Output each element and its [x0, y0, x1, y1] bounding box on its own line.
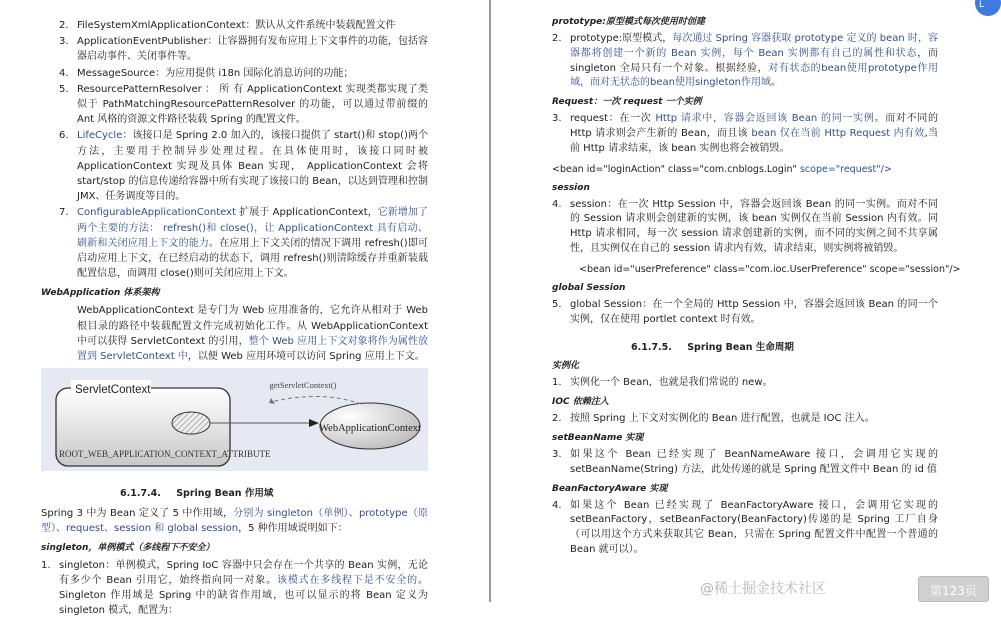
item-text — [570, 299, 938, 325]
text-segment: MessageSource：为应用提供 i18n 国际化消息访问的功能； — [77, 67, 354, 79]
item-number: 5. — [59, 83, 69, 95]
item-number: 1. — [552, 377, 562, 389]
item-number: 2. — [552, 413, 562, 425]
item-number: 3. — [552, 113, 562, 125]
item-text — [77, 84, 428, 125]
text-segment: 扩展于 ApplicationContext， — [236, 207, 378, 219]
item-number: 4. — [59, 67, 69, 79]
text-segment: ,当前 Http 请求结束，该 bean 实例也将会被销毁。 — [570, 127, 938, 154]
item-text — [77, 36, 428, 62]
highlighted-text: scope="request"/> — [799, 163, 892, 175]
section-heading: singleton，单例模式（多线程下不安全） — [41, 542, 215, 553]
paragraph — [77, 303, 428, 364]
left-page — [0, 0, 489, 617]
section-heading: Request：一次 request 一个实例 — [552, 97, 702, 108]
list-item — [59, 205, 428, 281]
section-title: Spring Bean 生命周期 — [687, 342, 794, 354]
list-item — [59, 82, 428, 128]
text-segment: 如果这个 Bean 已经实现了 BeanFactoryAware 接口，会调用它实现的 setBeanFactory，setBeanFactory(BeanFactory)传递的是 Spring 工厂自身（可以用这个方式来获取其它 Bean，只需在 Spring 配置文件中配置一个普通的 Bean 就可以）。 — [570, 499, 938, 555]
text-segment: 实例化一个 Bean，也就是我们常说的 new。 — [570, 377, 773, 389]
text-segment: 。在应用上下文关闭的情况下调用 refresh()即可启动应用上下文，在已经启动的状态下，调用 refresh()则清除缓存并重新装载配置信息，而调用 close()则可关闭应用上下文。 — [77, 237, 429, 280]
section-heading: BeanFactoryAware 实现 — [552, 483, 668, 494]
highlighted-text: 对有状态的bean使用prototype作用域，而对无状态的bean使用singleton作用域 — [570, 62, 939, 89]
item-text — [59, 560, 428, 617]
item-text — [77, 305, 428, 362]
item-text — [570, 500, 938, 555]
section-number: 6.1.7.4. — [120, 488, 161, 500]
list-item — [552, 198, 938, 257]
list-item — [552, 499, 938, 558]
item-text — [570, 113, 938, 154]
list-item — [552, 32, 938, 91]
servlet-context-diagram — [41, 368, 428, 471]
text-segment: prototype:原型模式， — [570, 33, 673, 44]
text-segment: ，5 种作用域说明如下： — [238, 523, 348, 535]
item-number: 4. — [552, 198, 562, 210]
text-segment: ApplicationEventPublisher：让容器拥有发布应用上下文事件的功能，包括容器启动事件、关闭事件等。 — [77, 36, 428, 63]
item-text — [41, 508, 428, 534]
text-segment: 。而对不同的 Http 请求则会产生新的 Bean，而且该 — [570, 113, 938, 139]
text-segment: 按照 Spring 上下文对实例化的 Bean 进行配置，也就是 IOC 注入。 — [570, 413, 875, 425]
highlighted-text: LifeCycle — [77, 130, 123, 142]
text-segment: singleton：单例模式，Spring IoC 容器中只会存在一个共享的 Bean 实例，无论有多少个 Bean 引用它，始终指向同一对象。 — [59, 559, 428, 586]
text-segment: Spring 3 中为 Bean 定义了 5 中作用域， — [41, 508, 234, 520]
dashed-arrow — [271, 397, 361, 405]
section-heading: prototype:原型模式每次使用时创建 — [552, 17, 705, 27]
user-avatar[interactable]: L — [975, 0, 1001, 16]
section-heading: setBeanName 实现 — [552, 432, 644, 443]
highlighted-text: 整个 Web 应用上下文对象将作为属性放置到 ServletContext 中 — [77, 335, 428, 363]
item-number: 2. — [59, 20, 69, 31]
text-segment: 如果这个 Bean 已经实现了 BeanNameAware 接口，会调用它实现的 setBeanName(String) 方法，此处传递的就是 Spring 配置文件中 Bean 的 id 值 — [570, 448, 938, 475]
item-number: 3. — [552, 448, 562, 460]
highlighted-text: 每次通过 Spring 容器获取 prototype 定义的 bean 时，容器都将创建一个新的 Bean 实例，每个 Bean 实例都有自己的属性和状态 — [570, 33, 938, 59]
section-heading: WebApplication 体系架构 — [41, 288, 160, 299]
page-divider — [489, 0, 491, 602]
item-text — [570, 199, 938, 254]
paragraph — [41, 506, 428, 536]
section-heading: 实例化 — [552, 361, 580, 372]
list-item — [59, 34, 428, 64]
item-number: 4. — [552, 499, 562, 511]
text-segment: <bean id="loginAction" class="com.cnblogs.Login" — [552, 163, 800, 175]
right-page — [492, 0, 989, 602]
item-number: 7. — [59, 207, 69, 219]
method-label: getServletContext() — [269, 380, 337, 391]
list-item — [552, 112, 938, 156]
highlighted-text: 它新增加了两个主要的方法： refresh()和 close()，让 ApplicationContext 具有启动、刷新和关闭应用上下文的能力 — [77, 207, 429, 249]
item-text — [570, 33, 938, 88]
list-item — [41, 558, 428, 618]
item-text — [552, 164, 892, 175]
item-number: 6. — [59, 130, 69, 142]
list-item — [552, 412, 938, 427]
item-text — [77, 207, 428, 279]
item-number: 3. — [59, 36, 69, 48]
item-number: 2. — [552, 33, 562, 44]
text-segment: ，以便 Web 应用环境可以访问 Spring 应用上下文。 — [187, 351, 425, 363]
item-number: 1. — [41, 559, 51, 571]
item-text — [77, 20, 395, 31]
text-segment: session：在一次 Http Session 中，容器会返回该 Bean 的同一实例。而对不同的 Session 请求则会创建新的实例，该 bean 实例仅在当前 Session 内有效。同 Http 请求相同，每一次 session 请求创建新的实例，而不同的实例之间不共享属性，且实例仅在自己的 session 请求内有效，请求结束，则实例将被销毁。 — [570, 198, 938, 254]
text-segment: FileSystemXmlApplicationContext：默认从文件系统中装载配置文件 — [77, 20, 396, 31]
item-text — [77, 130, 428, 202]
text-segment: 。 — [770, 77, 781, 89]
text-segment: ，而 singleton 全局只有一个对象。根据经验， — [570, 47, 939, 74]
code-snippet: <bean id="userPreference" class="com.ioc.UserPreference" scope="session"/> — [579, 263, 961, 275]
highlighted-text: Http 请求中，容器会返回该 Bean 的同一实例 — [655, 113, 875, 125]
item-text — [77, 68, 353, 79]
section-heading: IOC 依赖注入 — [552, 397, 609, 408]
text-segment: ResourcePatternResolver ： 所 有 ApplicationContext 实现类都实现了类似于 PathMatchingResourcePatternResolver 的功能，可以通过带前缀的 Ant 风格的资源文件路径装载 Spring 的配置文件。 — [77, 83, 428, 126]
section-number: 6.1.7.5. — [631, 342, 672, 354]
attribute-ellipse — [172, 412, 210, 434]
text-segment: global Session：在一个全局的 Http Session 中，容器会返回该 Bean 的同一个实例，仅在使用 portlet context 时有效。 — [570, 298, 938, 325]
text-segment: 。Singleton 作用域是 Spring 中的缺省作用域，也可以显示的将 Bean 定义为 singleton 模式，配置为： — [59, 574, 429, 617]
list-item — [59, 66, 428, 81]
servlet-context-label: ServletContext — [75, 384, 151, 397]
highlighted-text: 该模式在多线程下是不安全的 — [276, 574, 419, 586]
item-text — [570, 449, 938, 475]
item-number: 5. — [552, 298, 562, 310]
list-item — [552, 298, 938, 328]
text-segment: WebApplicationContext 是专门为 Web 应用准备的，它允许从相对于 Web 根目录的路径中装载配置文件完成初始化工作。从 WebApplicationContext 中可以获得 ServletContext 的引用， — [77, 305, 428, 347]
section-heading: session — [552, 182, 590, 193]
watermark: @稀土掘金技术社区 — [700, 581, 826, 597]
section-title: Spring Bean 作用域 — [176, 488, 274, 500]
highlighted-text: bean 仅在当前 Http Request 内有效 — [751, 127, 925, 139]
item-text — [570, 413, 875, 424]
attribute-label: ROOT_WEB_APPLICATION_CONTEXT_ATTRIBUTE — [59, 449, 271, 460]
page-indicator[interactable]: 第123页 — [918, 576, 989, 602]
section-heading: global Session — [552, 282, 626, 293]
section-header — [552, 341, 938, 355]
text-segment: ：该接口是 Spring 2.0 加入的，该接口提供了 start()和 stop()两个方法，主要用于控制异步处理过程。在具体使用时，该接口同时被 ApplicationContext 实现及具体 Bean 实现， ApplicationContext 会将 start/stop 的信息传递给容器中所有实现了该接口的 Bean，以达到管理和控制 JMX、任务调度等目的。 — [77, 130, 428, 203]
item-text — [570, 377, 773, 388]
code-snippet — [552, 162, 938, 177]
highlighted-text: 分别为 singleton（单例）、prototype（原型）、request、session 和 global session — [41, 508, 429, 535]
list-item — [59, 18, 428, 33]
section-header — [41, 487, 428, 501]
list-item — [59, 128, 428, 204]
list-item — [552, 376, 938, 391]
web-app-context-label: WebApplicationContext — [319, 423, 421, 435]
list-item — [552, 448, 938, 478]
text-segment: request：在一次 — [570, 113, 656, 125]
highlighted-text: ConfigurableApplicationContext — [77, 207, 236, 219]
